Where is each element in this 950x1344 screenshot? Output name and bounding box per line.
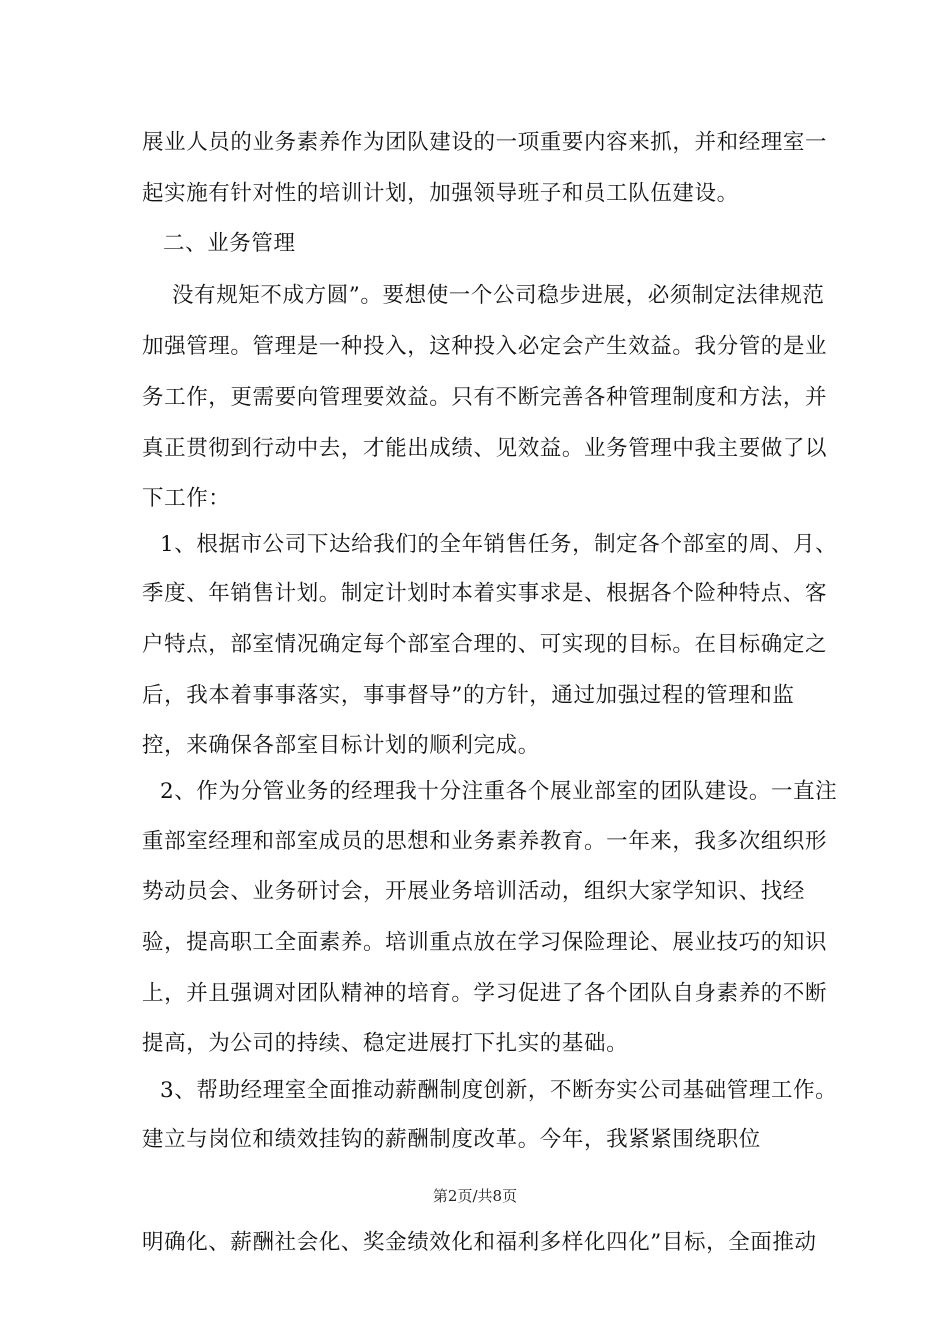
- text-line: 验，提高职工全面素养。培训重点放在学习保险理论、展业技巧的知识: [142, 930, 828, 955]
- text-line: 后，我本着事事落实，事事督导”的方针，通过加强过程的管理和监: [142, 683, 795, 708]
- text-line: 势动员会、业务研讨会，开展业务培训活动，组织大家学知识、找经: [142, 879, 806, 904]
- text-line: 下工作：: [142, 486, 231, 511]
- text-line: 提高，为公司的持续、稳定进展打下扎实的基础。: [142, 1031, 629, 1056]
- text-line: 上，并且强调对团队精神的培育。学习促进了各个团队自身素养的不断: [142, 981, 828, 1006]
- page-number-footer: 第2页/共8页: [432, 1187, 518, 1205]
- text-line: 真正贯彻到行动中去，才能出成绩、见效益。业务管理中我主要做了以: [142, 436, 828, 461]
- list-item-2: 2、作为分管业务的经理我十分注重各个展业部室的团队建设。一直注: [160, 779, 838, 804]
- list-item-1: 1、根据市公司下达给我们的全年销售任务，制定各个部室的周、月、: [160, 532, 838, 557]
- text-line: 重部室经理和部室成员的思想和业务素养教育。一年来，我多次组织形: [142, 829, 828, 854]
- text-line: 户特点，部室情况确定每个部室合理的、可实现的目标。在目标确定之: [142, 632, 828, 657]
- text-line: 务工作，更需要向管理要效益。只有不断完善各种管理制度和方法，并: [142, 385, 828, 410]
- section-heading: 二、业务管理: [163, 231, 296, 256]
- text-line: 控，来确保各部室目标计划的顺利完成。: [142, 733, 540, 758]
- text-line: 建立与岗位和绩效挂钩的薪酬制度改革。今年，我紧紧围绕职位: [142, 1127, 761, 1152]
- text-line: 没有规矩不成方圆”。要想使一个公司稳步进展，必须制定法律规范: [172, 283, 825, 308]
- text-line: 起实施有针对性的培训计划，加强领导班子和员工队伍建设。: [142, 181, 739, 206]
- list-item-3: 3、帮助经理室全面推动薪酬制度创新，不断夯实公司基础管理工作。: [160, 1078, 838, 1103]
- text-line: 加强管理。管理是一种投入，这种投入必定会产生效益。我分管的是业: [142, 334, 828, 359]
- text-line: 明确化、薪酬社会化、奖金绩效化和福利多样化四化”目标，全面推动: [142, 1230, 817, 1255]
- text-line: 季度、年销售计划。制定计划时本着实事求是、根据各个险种特点、客: [142, 581, 828, 606]
- text-line: 展业人员的业务素养作为团队建设的一项重要内容来抓，并和经理室一: [142, 130, 828, 155]
